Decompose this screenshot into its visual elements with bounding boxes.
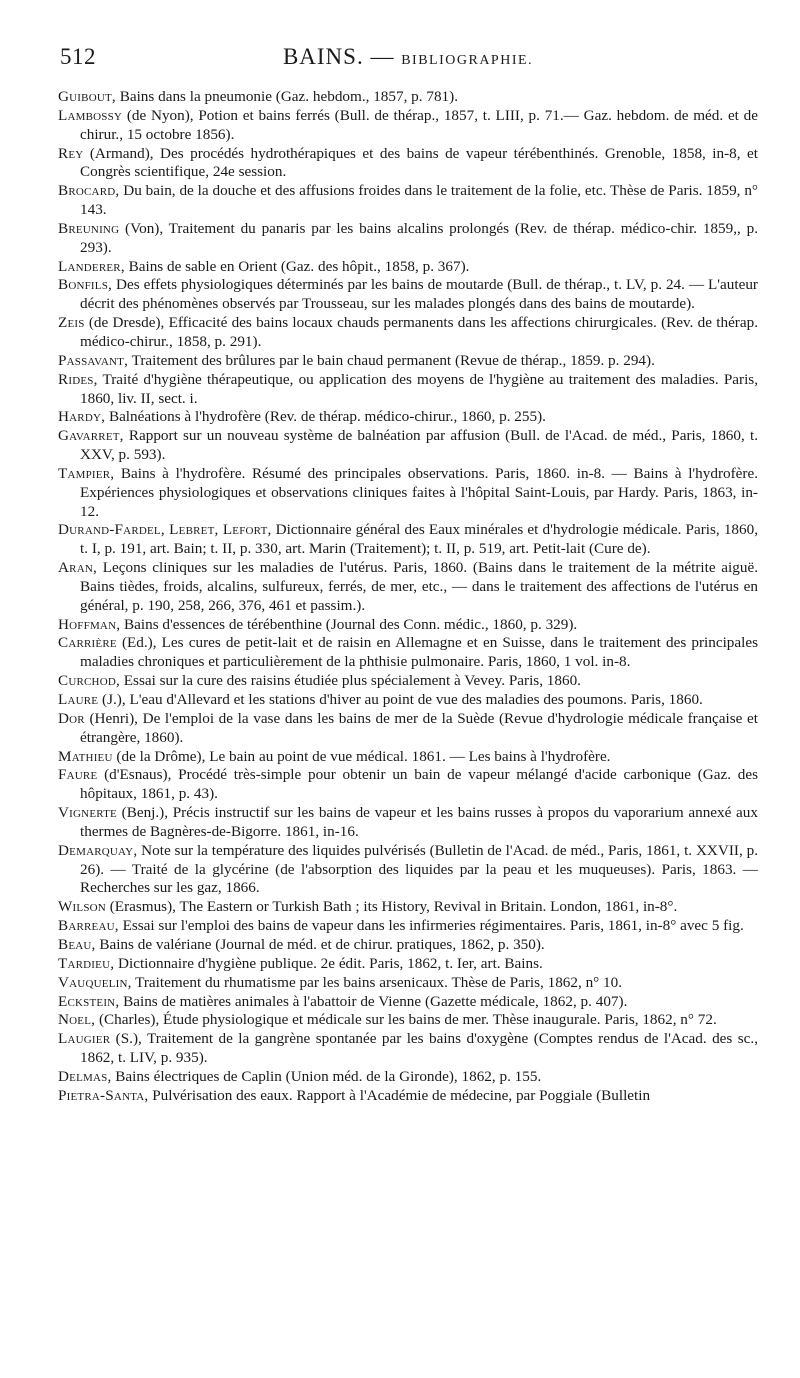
entry-author: Rey — [58, 144, 84, 162]
bibliography-entry — [58, 107, 758, 145]
bibliography-entry — [58, 672, 758, 691]
bibliography-entry — [58, 1011, 758, 1030]
entry-text: Pulvérisation des eaux. Rapport à l'Académie de médecine, par Poggiale (Bulletin — [148, 1086, 651, 1104]
entry-author: Wilson — [58, 898, 106, 916]
bibliography-entry — [58, 710, 758, 748]
running-header — [58, 44, 758, 74]
bibliography-entry — [58, 408, 758, 427]
entry-text: Leçons cliniques sur les maladies de l'utérus. Paris, 1860. (Bains dans le traitement de la métrite aiguë. Bains tièdes, froids, alcalins, sulfureux, ferrés, de mer, etc., — dans le traitement des affections de l'utérus en général, p. 190, 258, 266, 376, 461 et passim.). — [80, 559, 758, 614]
entry-author: Carrière — [58, 634, 117, 652]
entry-author: Curchod, — [58, 672, 120, 690]
entry-text: Bains de matières animales à l'abattoir de Vienne (Gazette médicale, 1862, p. 407). — [119, 992, 628, 1010]
bibliography-entry — [58, 427, 758, 465]
entry-text: Bains de valériane (Journal de méd. et de chirur. pratiques, 1862, p. 350). — [95, 935, 545, 953]
entry-text: Bains électriques de Caplin (Union méd. de la Gironde), 1862, p. 155. — [111, 1067, 542, 1085]
entry-author: Zeis — [58, 314, 85, 332]
entry-author: Demarquay, — [58, 841, 138, 859]
entry-author: Bonfils, — [58, 276, 113, 294]
bibliography-entry — [58, 955, 758, 974]
page-number: 512 — [60, 44, 96, 69]
entry-author: Laure — [58, 691, 99, 708]
header-subtitle: BIBLIOGRAPHIE. — [401, 53, 534, 68]
entry-text: (J.), L'eau d'Allevard et les stations d'hiver au point de vue des maladies des poumons. Paris, 1860. — [98, 691, 703, 708]
running-title — [58, 44, 758, 70]
bibliography-entry — [58, 974, 758, 993]
bibliography-entry — [58, 898, 758, 917]
bibliography-entry — [58, 465, 758, 522]
bibliography-entry — [58, 691, 758, 710]
entry-text: Bains dans la pneumonie (Gaz. hebdom., 1857, p. 781). — [115, 88, 458, 105]
entry-text: (Erasmus), The Eastern or Turkish Bath ; its History, Revival in Britain. London, 1861, in-8°. — [105, 898, 678, 916]
entry-text: (Armand), Des procédés hydrothérapiques et des bains de vapeur térébenthinés. Grenoble, 1858, in-8, et Congrès scientifique, 24e session. — [80, 144, 758, 181]
bibliography-entry — [58, 936, 758, 955]
entry-text: Rapport sur un nouveau système de balnéation par affusion (Bull. de l'Acad. de méd., Paris, 1860, t. XXV, p. 593). — [80, 427, 758, 464]
entry-author: Tardieu, — [58, 954, 115, 972]
bibliography-entry — [58, 1068, 758, 1087]
entry-author: Breuning — [58, 219, 120, 237]
entry-text: Essai sur l'emploi des bains de vapeur dans les infirmeries régimentaires. Paris, 1861, in-8° avec 5 fig. — [118, 917, 744, 935]
entry-author: Guibout, — [58, 88, 116, 105]
entry-author: Lambossy — [58, 106, 123, 124]
entry-text: (d'Esnaus), Procédé très-simple pour obtenir un bain de vapeur mélangé d'acide carbonique (Gaz. des hôpitaux, 1861, p. 43). — [80, 766, 758, 803]
bibliography-entry — [58, 258, 758, 277]
bibliography-entry — [58, 145, 758, 183]
entry-author: Eckstein, — [58, 992, 120, 1010]
bibliography-entry — [58, 634, 758, 672]
entry-author: Hoffman, — [58, 615, 121, 633]
entry-text: Du bain, de la douche et des affusions froides dans le traitement de la folie, etc. Thèse de Paris. 1859, n° 143. — [80, 182, 758, 219]
entry-text: Dictionnaire d'hygiène publique. 2e édit. Paris, 1862, t. Ier, art. Bains. — [114, 954, 543, 972]
entry-author: Dor — [58, 709, 85, 727]
entry-text: (de Dresde), Efficacité des bains locaux chauds permanents dans les affections chirurgicales. (Rev. de thérap. médico-chirur., 1858, p. 291). — [80, 314, 758, 350]
entry-author: Delmas, — [58, 1067, 112, 1085]
entry-author: Barreau, — [58, 917, 119, 935]
entry-author: Landerer, — [58, 257, 125, 275]
entry-text: (Ed.), Les cures de petit-lait et de raisin en Allemagne et en Suisse, dans le traitement des principales maladies chroniques et particulièrement de la phthisie pulmonaire. Paris, 1860, 1 vol. in-8. — [80, 634, 758, 671]
entry-text: Balnéations à l'hydrofère (Rev. de thérap. médico-chirur., 1860, p. 255). — [105, 408, 546, 426]
entry-text: Traité d'hygiène thérapeutique, ou application des moyens de l'hygiène au traitement des maladies. Paris, 1860, liv. II, sect. i. — [80, 370, 758, 407]
bibliography-entry — [58, 314, 758, 352]
entry-author: Rides, — [58, 370, 98, 388]
bibliography-entry — [58, 371, 758, 409]
entry-author: Durand-Fardel, Lebret, Lefort, — [58, 521, 272, 539]
bibliography-entry — [58, 1087, 758, 1106]
entry-text: Traitement des brûlures par le bain chaud permanent (Revue de thérap., 1859. p. 294). — [128, 351, 655, 369]
bibliography-entry — [58, 993, 758, 1012]
entry-author: Faure — [58, 766, 98, 784]
bibliography-entry — [58, 917, 758, 936]
bibliography-entry — [58, 842, 758, 899]
entry-author: Beau, — [58, 935, 96, 953]
bibliography-list — [58, 88, 758, 1106]
entry-text: Bains d'essences de térébenthine (Journal des Conn. médic., 1860, p. 329). — [120, 615, 578, 633]
entry-text: Bains à l'hydrofère. Résumé des principales observations. Paris, 1860. in-8. — Bains à l'hydrofère. Expériences physiologiques et observations cliniques faites à l'hôpital Saint-Louis, par Hardy. Paris, 1863, in-12. — [80, 464, 758, 520]
header-separator: — — [370, 44, 395, 69]
bibliography-entry — [58, 804, 758, 842]
entry-author: Gavarret, — [58, 427, 124, 445]
entry-author: Vignerte — [58, 804, 117, 822]
entry-author: Tampier, — [58, 464, 115, 482]
entry-author: Aran, — [58, 559, 97, 577]
entry-text: (de Nyon), Potion et bains ferrés (Bull. de thérap., 1857, t. LIII, p. 71.— Gaz. hebdom. de méd. et de chirur., 15 octobre 1856). — [80, 106, 758, 143]
entry-text: Essai sur la cure des raisins étudiée plus spécialement à Vevey. Paris, 1860. — [119, 672, 581, 690]
entry-text: Note sur la température des liquides pulvérisés (Bulletin de l'Acad. de méd., Paris, 1861, t. XXVII, p. 26). — Traité de la glycérine (de l'absorption des liquides par la peau et les muqueuses). Paris, 1863. — Recherches sur les gaz, 1866. — [80, 841, 758, 897]
entry-author: Laugier — [58, 1030, 111, 1048]
bibliography-entry — [58, 1030, 758, 1068]
entry-author: Vauquelin, — [58, 973, 132, 991]
entry-text: Traitement du rhumatisme par les bains arsenicaux. Thèse de Paris, 1862, n° 10. — [131, 973, 623, 991]
bibliography-entry — [58, 182, 758, 220]
bibliography-entry — [58, 766, 758, 804]
entry-author: Noel, — [58, 1011, 96, 1029]
entry-author: Mathieu — [58, 747, 113, 765]
entry-author: Passavant, — [58, 351, 129, 369]
entry-text: Des effets physiologiques déterminés par les bains de moutarde (Bull. de thérap., t. LV, p. 24. — L'auteur décrit des phénomènes observés par Trousseau, sur les malades plongés dans des bains de moutarde). — [80, 276, 758, 313]
bibliography-entry — [58, 276, 758, 314]
header-title: BAINS. — [282, 44, 364, 69]
bibliography-entry — [58, 616, 758, 635]
bibliography-entry — [58, 88, 758, 107]
entry-author: Brocard, — [58, 182, 120, 200]
entry-text: (S.), Traitement de la gangrène spontanée par les bains d'oxygène (Comptes rendus de l'Acad. des sc., 1862, t. LIV, p. 935). — [80, 1030, 758, 1067]
bibliography-entry — [58, 220, 758, 258]
entry-text: Bains de sable en Orient (Gaz. des hôpit., 1858, p. 367). — [124, 257, 470, 275]
entry-author: Pietra-Santa, — [58, 1086, 149, 1104]
bibliography-entry — [58, 521, 758, 559]
entry-text: (Charles), Étude physiologique et médicale sur les bains de mer. Thèse inaugurale. Paris, 1862, n° 72. — [95, 1011, 717, 1029]
entry-text: (Benj.), Précis instructif sur les bains de vapeur et les bains russes à propos du vaporarium annexé aux thermes de Bagnères-de-Bigorre. 1861, in-16. — [80, 804, 758, 840]
bibliography-entry — [58, 352, 758, 371]
entry-text: (Von), Traitement du panaris par les bains alcalins prolongés (Rev. de thérap. médico-chir. 1859,, p. 293). — [80, 219, 758, 256]
bibliography-entry — [58, 559, 758, 616]
entry-text: Dictionnaire général des Eaux minérales et d'hydrologie médicale. Paris, 1860, t. I, p. 191, art. Bain; t. II, p. 330, art. Marin (Traitement); t. II, p. 519, art. Petit-lait (Cure de). — [80, 521, 759, 558]
entry-author: Hardy, — [58, 408, 106, 426]
entry-text: (Henri), De l'emploi de la vase dans les bains de mer de la Suède (Revue d'hydrologie médicale française et étrangère, 1860). — [80, 709, 758, 746]
entry-text: (de la Drôme), Le bain au point de vue médical. 1861. — Les bains à l'hydrofère. — [112, 747, 611, 765]
bibliography-entry — [58, 748, 758, 767]
